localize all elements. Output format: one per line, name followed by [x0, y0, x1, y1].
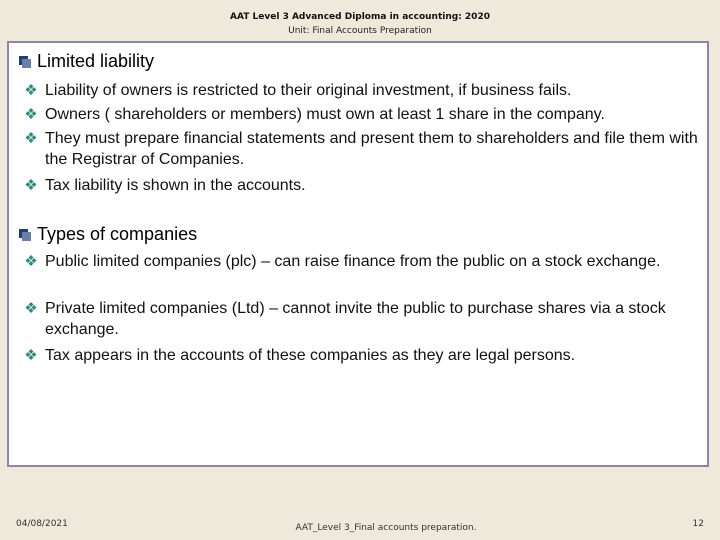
diamond-bullet-icon: ❖	[24, 253, 38, 270]
diamond-bullet-icon: ❖	[24, 300, 38, 317]
diamond-bullet-icon: ❖	[24, 130, 38, 147]
square-bullet-icon	[19, 56, 31, 68]
diamond-bullet-icon: ❖	[24, 177, 38, 194]
list-item	[23, 175, 703, 196]
slide-unit: Unit: Final Accounts Preparation	[288, 26, 432, 36]
footer-caption: AAT_Level 3_Final accounts preparation.	[295, 523, 477, 533]
list-item-text: Tax appears in the accounts of these companies as they are legal persons.	[45, 347, 576, 364]
diamond-bullet-icon: ❖	[24, 347, 38, 364]
list-item	[23, 128, 703, 170]
section-heading-label: Types of companies	[37, 224, 198, 244]
section-heading-label: Limited liability	[37, 51, 155, 71]
list-item-text: Tax liability is shown in the accounts.	[45, 177, 306, 194]
list-item	[23, 251, 703, 272]
list-item	[23, 104, 703, 125]
list-item	[23, 80, 703, 101]
diamond-bullet-icon: ❖	[24, 106, 38, 123]
list-item-text: Private limited companies (Ltd) – cannot invite the public to purchase shares via a stock exchange.	[45, 300, 666, 338]
list-item	[23, 345, 703, 366]
slide-title: AAT Level 3 Advanced Diploma in accounting: 2020	[230, 12, 490, 22]
footer-date: 04/08/2021	[16, 519, 68, 529]
diamond-bullet-icon: ❖	[24, 82, 38, 99]
list-item-text: Owners ( shareholders or members) must own at least 1 share in the company.	[45, 106, 605, 123]
page-number: 12	[692, 519, 704, 529]
section-heading-types-of-companies	[19, 224, 197, 245]
list-item	[23, 298, 703, 340]
section-heading-limited-liability	[19, 51, 154, 72]
content-frame	[7, 41, 709, 467]
list-item-text: Liability of owners is restricted to their original investment, if business fails.	[45, 82, 572, 99]
list-item-text: They must prepare financial statements and present them to shareholders and file them with the Registrar of Companies.	[45, 130, 698, 168]
square-bullet-icon	[19, 229, 31, 241]
list-item-text: Public limited companies (plc) – can raise finance from the public on a stock exchange.	[45, 253, 661, 270]
